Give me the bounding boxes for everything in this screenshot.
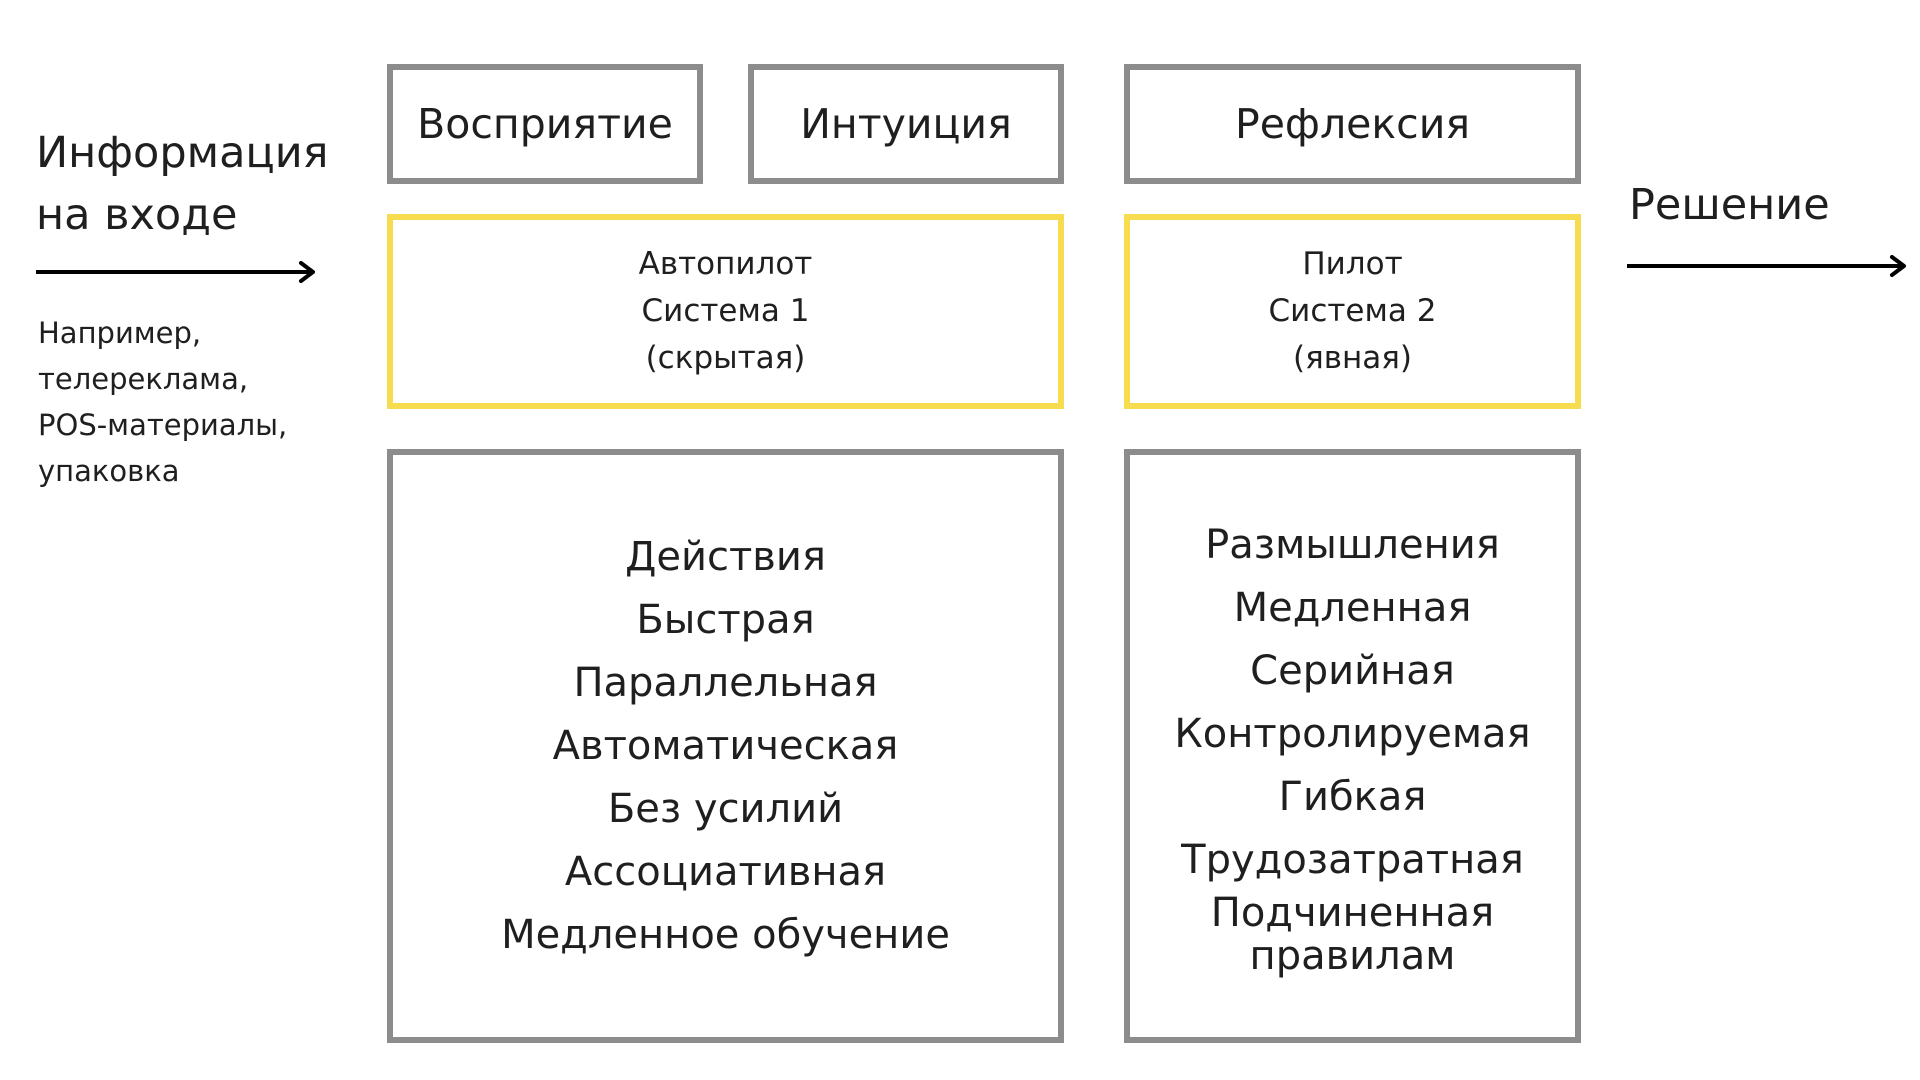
input-arrow [36,260,318,284]
perception-box [387,64,703,184]
system1-trait: Без усилий [607,785,844,832]
system2-line: (явная) [1292,340,1413,376]
input-title-line-2: на входе [36,190,238,240]
system1-trait: Параллельная [573,659,878,706]
input-title-line-1: Информация [36,128,329,178]
system2-traits-box [1124,449,1581,1043]
intuition-label: Интуиция [800,100,1012,148]
output-arrow [1627,254,1909,278]
input-note [38,310,287,494]
system2-trait-line: Подчиненная [1210,890,1495,936]
system2-trait: Медленная [1233,585,1472,631]
system1-line: Система 1 [641,293,810,329]
system1-line: Автопилот [638,246,813,282]
system1-trait: Быстрая [636,596,815,643]
input-title [36,122,329,246]
system1-line: (скрытая) [645,340,806,376]
system1-box [387,214,1064,409]
output-title: Решение [1629,180,1830,230]
system2-trait: Трудозатратная [1181,837,1524,883]
intuition-box [748,64,1064,184]
system2-trait: Серийная [1250,648,1455,694]
system2-trait-line: правилам [1249,933,1456,979]
system2-trait: Размышления [1205,522,1500,568]
input-note-line: упаковка [38,454,180,488]
reflection-label: Рефлексия [1234,100,1471,148]
system2-trait: Гибкая [1278,774,1427,820]
system2-box [1124,214,1581,409]
reflection-box [1124,64,1581,184]
input-note-line: Например, [38,316,202,350]
system1-traits-box [387,449,1064,1043]
perception-label: Восприятие [417,100,673,148]
input-note-line: телереклама, [38,362,249,396]
input-note-line: POS-материалы, [38,408,288,442]
system2-line: Пилот [1302,246,1403,282]
system2-line: Система 2 [1268,293,1437,329]
system1-trait: Медленное обучение [501,911,950,958]
system1-trait: Автоматическая [552,722,899,769]
system1-trait: Ассоциативная [564,848,887,895]
system2-trait: Контролируемая [1174,711,1531,757]
system1-trait: Действия [625,533,826,580]
